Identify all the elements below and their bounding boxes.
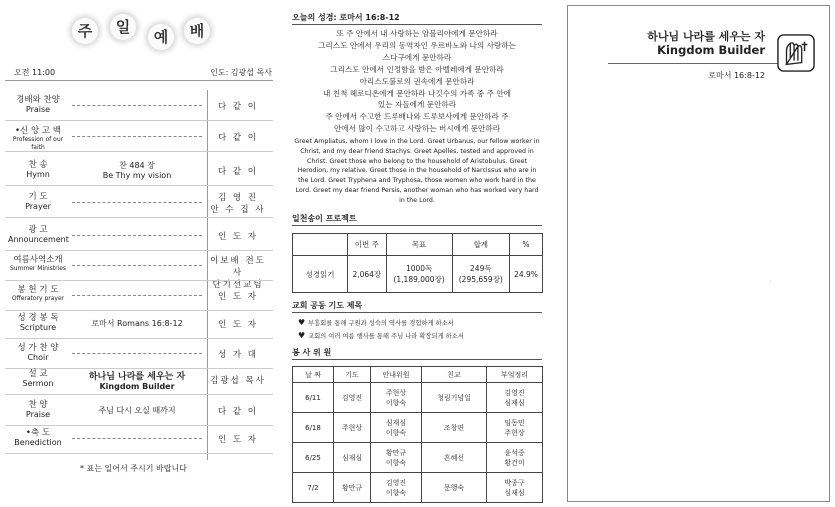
table-header: 목표 — [386, 234, 452, 256]
total-value — [452, 256, 509, 293]
scripture-line: 안에서 많이 수고하고 사랑하는 버시에게 문안하라 — [333, 124, 501, 134]
order-label-english: Choir — [27, 353, 49, 362]
order-label-english: Offeratory prayer — [11, 295, 65, 302]
bible-reading-table — [292, 233, 543, 293]
this-week-value: 2,064장 — [348, 256, 387, 293]
kitchen-name: 심재심 — [504, 488, 525, 497]
order-performer — [208, 100, 268, 112]
divider — [608, 63, 788, 64]
scripture-line: 그리스도 안에서 우리의 동역자인 우르바노와 나의 사랑하는 — [318, 40, 516, 50]
order-label-korean: 설 교 — [28, 369, 48, 379]
order-label — [8, 343, 68, 363]
service-date: 6/11 — [293, 383, 334, 413]
worship-order-row — [8, 397, 272, 425]
order-label — [8, 225, 68, 245]
table-header: 합계 — [452, 234, 509, 256]
order-label — [8, 126, 68, 152]
bulletin-middle-panel — [290, 0, 545, 507]
table-header: 기도 — [334, 367, 371, 383]
order-detail-subtext: Kingdom Builder — [99, 382, 175, 391]
order-detail-text: 로마서 Romans 16:8-12 — [91, 319, 183, 328]
order-detail-text: 하나님 나라를 세우는 자 — [88, 372, 186, 382]
performer-name: 김광섭 목사 — [210, 376, 266, 386]
service-kitchen — [487, 413, 543, 443]
service-time: 오전 11:00 — [14, 68, 56, 77]
order-performer — [208, 230, 268, 242]
margin-mark: ' — [769, 280, 771, 287]
worship-order-row — [8, 189, 272, 217]
heart-icon: ♥ — [298, 318, 306, 327]
order-performer — [208, 374, 268, 386]
divider — [5, 120, 273, 121]
performer-name: 인 도 자 — [217, 320, 259, 330]
order-label-english: Scripture — [19, 323, 57, 332]
order-label-korean: 찬 송 — [28, 160, 48, 170]
kitchen-name: 심재심 — [504, 398, 525, 407]
sermon-title-korean: 하나님 나라를 세우는 자 — [647, 30, 765, 43]
order-label-korean: 찬 양 — [28, 400, 48, 410]
order-label-korean: 성 경 봉 독 — [17, 313, 59, 323]
goal-pages: (1,189,000장) — [393, 275, 445, 284]
performer-role: 단기선교팀 — [212, 280, 264, 290]
order-label-english: Summer Ministries — [9, 265, 67, 272]
service-info — [14, 67, 272, 78]
order-label-english: Praise — [25, 105, 51, 114]
order-detail — [72, 405, 202, 416]
performer-name: 다 같 이 — [217, 102, 259, 112]
leader-dots — [72, 235, 202, 236]
title-char-2: 일 — [110, 14, 136, 40]
guide-name: 황만규 — [385, 448, 407, 457]
kitchen-name: 박종구 — [504, 478, 525, 487]
divider — [5, 394, 273, 395]
order-label-korean: 봉 헌 기 도 — [17, 285, 59, 295]
performer-name: 다 같 이 — [217, 167, 259, 177]
order-label-english: Prayer — [25, 202, 51, 211]
performer-name: 다 같 이 — [217, 407, 259, 417]
table-header: 안내위원 — [371, 367, 422, 383]
divider — [5, 338, 273, 339]
scripture-line: 주 안에서 수고한 드루배나와 드루보사에게 문안하라 주 — [325, 112, 509, 122]
order-label-english: Benediction — [14, 438, 62, 447]
scripture-line: 아리스도불로의 권속에게 문안하라 — [359, 76, 475, 86]
divider — [5, 280, 273, 281]
praying-hands-icon — [777, 34, 815, 72]
worship-order-row — [8, 310, 272, 338]
service-prayer: 황만규 — [334, 473, 371, 503]
service-guides — [371, 473, 422, 503]
service-guides — [371, 443, 422, 473]
goal-books: 1000독 — [405, 264, 433, 273]
scripture-heading: 오늘의 성경: 로마서 16:8-12 — [292, 12, 542, 25]
standing-footnote: * 표는 일어서 주시기 바랍니다 — [80, 464, 187, 473]
order-detail — [72, 318, 202, 329]
order-label — [8, 285, 68, 303]
guide-name: 김영진 — [385, 478, 407, 487]
divider — [5, 151, 273, 152]
title-char-3: 예 — [148, 24, 174, 50]
kitchen-name: 임동민 — [504, 418, 525, 427]
service-fellowship: 조창편 — [422, 413, 487, 443]
scripture-line: 내 친척 헤로디온에게 문안하라 나깃수의 가족 중 주 안에 — [322, 88, 512, 98]
order-detail-text: 주님 다시 오실 때까지 — [98, 406, 176, 415]
service-prayer: 주현상 — [334, 413, 371, 443]
order-label — [8, 95, 68, 115]
percent-value: 24.9% — [510, 256, 543, 293]
order-label — [8, 313, 68, 333]
divider — [5, 185, 273, 186]
divider — [5, 217, 273, 218]
order-label — [8, 428, 68, 448]
scripture-line: 또 주 안에서 내 사랑하는 암블리아에게 문안하라 — [336, 29, 498, 38]
goal-value — [386, 256, 452, 293]
row-label: 성경읽기 — [293, 256, 348, 293]
service-date: 7/2 — [293, 473, 334, 503]
table-row — [293, 443, 543, 473]
service-kitchen — [487, 473, 543, 503]
scripture-korean — [294, 28, 540, 135]
cover-panel — [567, 5, 830, 502]
worship-order-row — [8, 366, 272, 394]
order-label-korean: 축 도 — [30, 428, 51, 438]
order-label — [8, 400, 68, 420]
table-row — [293, 413, 543, 443]
service-date: 6/18 — [293, 413, 334, 443]
leader-dots — [72, 295, 202, 296]
worship-order-row — [8, 157, 272, 185]
performer-role: 안 수 집 사 — [210, 205, 266, 215]
order-performer — [208, 405, 268, 417]
worship-order-row — [8, 282, 272, 310]
service-fellowship: 흔혜선 — [422, 443, 487, 473]
standing-mark: • — [25, 428, 31, 438]
order-performer — [208, 191, 268, 215]
service-date: 6/25 — [293, 443, 334, 473]
service-fellowship: 청림기념일 — [422, 383, 487, 413]
order-label — [8, 369, 68, 389]
performer-name: 김 영 진 — [217, 193, 259, 203]
performer-name: 이보배 전도사 — [210, 256, 266, 278]
leader-dots — [72, 265, 202, 266]
kitchen-name: 김영진 — [504, 388, 525, 397]
prayer-item — [298, 331, 464, 340]
divider — [5, 80, 273, 81]
table-header: 날 짜 — [293, 367, 334, 383]
title-char-4: 배 — [184, 18, 210, 44]
scripture-line: 있는 자들에게 문안하라 — [377, 100, 457, 110]
order-performer — [208, 131, 268, 143]
worship-order-row — [8, 222, 272, 250]
service-kitchen — [487, 383, 543, 413]
scripture-english: Greet Ampliatus, whom I love in the Lord. Greet Urbanus, our fellow worker in Christ, and my dear friend Stachys. Greet Apelles, tested and approved in Christ. Greet those who belong to the household of Aristobulus. Greet Herodion, my relative. Greet those in the household of Narcissus who are in the Lord. Greet Tryphena and Tryphosa, those women who work hard in the Lord. Greet my dear friend Persis, another woman who has worked very hard in the Lord. — [294, 138, 540, 204]
worship-order-row — [8, 425, 272, 453]
order-label-korean: 여름사역소개 — [13, 255, 63, 265]
guide-name: 심재심 — [385, 418, 407, 427]
scripture-line: 그리스도 안에서 인정함을 받은 아벨레에게 문안하라 — [330, 64, 504, 74]
service-fellowship: 문행숙 — [422, 473, 487, 503]
order-label-english: Announcement — [8, 235, 69, 244]
order-label — [8, 192, 68, 212]
table-header: 친교 — [422, 367, 487, 383]
performer-name: 인 도 자 — [217, 435, 259, 445]
guide-name: 이향숙 — [385, 398, 407, 407]
table-row — [293, 473, 543, 503]
sermon-scripture: 로마서 16:8-12 — [708, 71, 765, 80]
order-performer — [208, 433, 268, 445]
leader-dots — [72, 136, 202, 137]
divider — [5, 250, 273, 251]
performer-name: 인 도 자 — [217, 232, 259, 242]
order-label — [8, 160, 68, 180]
order-detail — [72, 369, 202, 391]
service-kitchen — [487, 443, 543, 473]
order-label-korean: 경배와 찬양 — [16, 95, 60, 105]
service-guides — [371, 383, 422, 413]
order-label-korean: 기 도 — [28, 192, 48, 202]
service-guides — [371, 413, 422, 443]
service-heading: 봉 사 위 원 — [292, 347, 542, 360]
order-label-english: Sermon — [22, 379, 54, 388]
order-performer — [208, 290, 268, 302]
title-char-1: 주 — [72, 18, 98, 44]
worship-title — [70, 14, 220, 54]
performer-name: 다 같 이 — [217, 133, 259, 143]
prayer-heading: 교회 공동 기도 제목 — [292, 300, 542, 313]
leader-dots — [72, 105, 202, 106]
heart-icon: ♥ — [298, 331, 306, 340]
service-prayer: 김영진 — [334, 383, 371, 413]
table-header — [293, 234, 348, 256]
worship-order-row — [8, 123, 272, 151]
order-performer — [208, 165, 268, 177]
standing-mark: • — [15, 126, 21, 136]
order-detail-text: 찬 484 장 — [119, 161, 155, 170]
order-label-english: Hymn — [26, 170, 50, 179]
guide-name: 주현상 — [385, 388, 407, 397]
order-detail-subtext: Be Thy my vision — [102, 171, 172, 180]
total-books: 249독 — [470, 264, 492, 273]
table-header: 부엌정리 — [487, 367, 543, 383]
order-label-korean: 신 앙 고 백 — [20, 126, 61, 136]
guide-name: 이향숙 — [385, 488, 407, 497]
kitchen-name: 윤석중 — [504, 448, 525, 457]
worship-order-row — [8, 92, 272, 120]
leader-dots — [72, 353, 202, 354]
service-volunteers-table — [292, 366, 543, 503]
guide-name: 이향숙 — [385, 458, 407, 467]
order-performer — [208, 348, 268, 360]
prayer-text: 교회의 여러 여름 행사를 통해 주님 나라 확장되게 하소서 — [308, 333, 464, 340]
guide-name: 이향숙 — [385, 428, 407, 437]
table-header: 이번 주 — [348, 234, 387, 256]
table-row — [293, 383, 543, 413]
order-label-korean: 성 가 찬 양 — [17, 343, 59, 353]
table-header: % — [510, 234, 543, 256]
leader-dots — [72, 438, 202, 439]
total-pages: (295,659장) — [458, 275, 503, 284]
kitchen-name: 주현상 — [504, 428, 525, 437]
sermon-title-english: Kingdom Builder — [657, 43, 765, 57]
service-leader: 인도: 김광섭 목사 — [210, 68, 272, 77]
leader-dots — [72, 202, 202, 203]
order-label-english: Praise — [25, 410, 51, 419]
service-prayer: 심재심 — [334, 443, 371, 473]
divider — [5, 453, 273, 454]
order-performer — [208, 318, 268, 330]
order-of-worship-panel — [0, 0, 280, 507]
project-heading: 일천송이 프로젝트 — [292, 213, 542, 226]
order-label — [8, 255, 68, 273]
performer-name: 인 도 자 — [217, 292, 259, 302]
order-detail — [72, 160, 202, 180]
order-label-korean: 광 고 — [28, 225, 48, 235]
worship-order-row — [8, 340, 272, 368]
prayer-text: 부흥회를 통해 구원과 성숙의 역사를 경험하게 하소서 — [308, 320, 454, 327]
performer-name: 성 가 대 — [217, 350, 259, 360]
scripture-line: 스다구에게 문안하라 — [382, 52, 452, 62]
prayer-item — [298, 318, 454, 327]
order-label-english: Profession of our faith — [12, 136, 64, 151]
kitchen-name: 황건미 — [504, 458, 525, 467]
